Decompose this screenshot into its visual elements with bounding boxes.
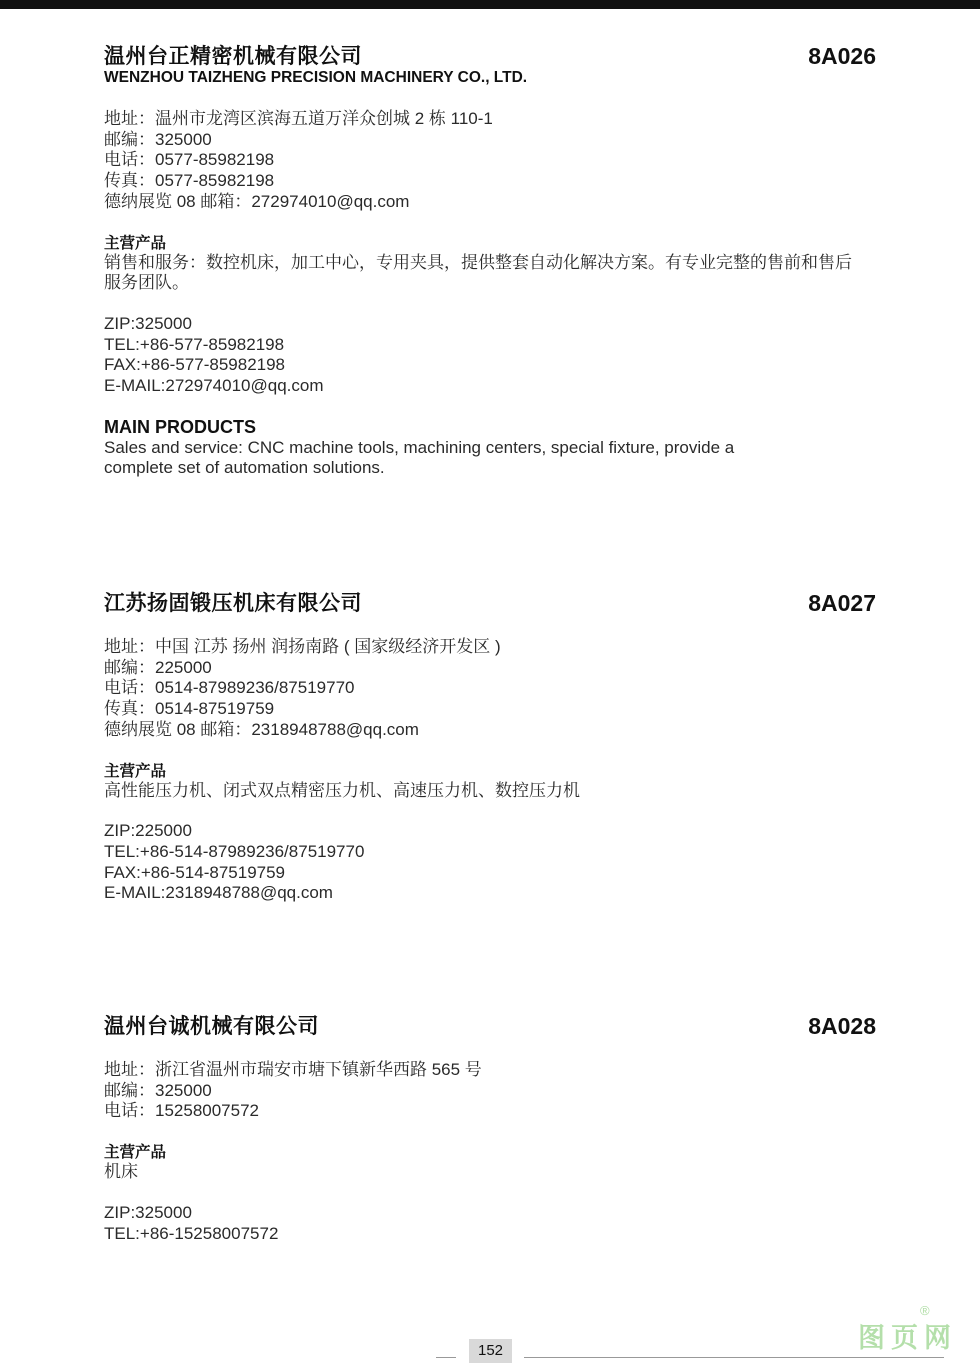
footer-rule-left — [436, 1357, 456, 1358]
zip-line-en: ZIP:325000 — [104, 313, 192, 333]
zip-line-en: ZIP:325000 — [104, 1202, 192, 1222]
entry-header — [104, 588, 876, 618]
address-line: 地址：中国 江苏 扬州 润扬南路 ( 国家级经济开发区 ) — [104, 637, 501, 656]
company-name-en: WENZHOU TAIZHENG PRECISION MACHINERY CO., LTD. — [104, 69, 528, 86]
address-line: 地址：浙江省温州市瑞安市塘下镇新华西路 565 号 — [104, 1060, 482, 1079]
company-name-cn: 江苏扬固锻压机床有限公司 — [104, 591, 362, 615]
fax-line: 传真：0514-87519759 — [104, 699, 275, 719]
products-cn-line: 销售和服务：数控机床，加工中心，专用夹具，提供整套自动化解决方案。有专业完整的售前和售后 — [104, 252, 852, 272]
fax-line-en: FAX:+86-577-85982198 — [104, 355, 286, 375]
email-line-en: E-MAIL:272974010@qq.com — [104, 376, 324, 396]
zip-line: 邮编：325000 — [104, 129, 212, 149]
contact-cn — [104, 109, 876, 213]
booth-number: 8A027 — [808, 590, 876, 616]
company-entry-8a026 — [104, 41, 876, 479]
tel-line-en: TEL:+86-577-85982198 — [104, 334, 285, 354]
page-footer — [0, 1337, 980, 1366]
contact-en — [104, 314, 876, 397]
products-cn-line: 高性能压力机、闭式双点精密压力机、高速压力机、数控压力机 — [104, 780, 580, 800]
products-cn — [104, 1162, 876, 1183]
email-line: 德纳展览 08 邮箱：272974010@qq.com — [104, 191, 410, 211]
contact-en — [104, 821, 876, 904]
company-name-cn: 温州台诚机械有限公司 — [104, 1014, 319, 1038]
company-entry-8a027 — [104, 588, 876, 904]
address-line: 地址：温州市龙湾区滨海五道万洋众创城 2 栋 110-1 — [104, 109, 493, 128]
contact-cn — [104, 1060, 876, 1122]
company-entry-8a028 — [104, 1011, 876, 1244]
zip-line-en: ZIP:225000 — [104, 821, 192, 841]
tel-line-en: TEL:+86-15258007572 — [104, 1223, 279, 1243]
watermark-registered-mark: ® — [920, 1303, 930, 1318]
entry-header — [104, 41, 876, 71]
products-title-cn: 主营产品 — [104, 1143, 167, 1162]
page-number: 152 — [469, 1339, 512, 1363]
products-en-line: complete set of automation solutions. — [104, 458, 385, 478]
zip-line: 邮编：225000 — [104, 657, 212, 677]
products-en-line: Sales and service: CNC machine tools, machining centers, special fixture, provide a — [104, 437, 735, 457]
products-cn — [104, 781, 876, 802]
booth-number: 8A026 — [808, 43, 876, 69]
booth-number: 8A028 — [808, 1013, 876, 1039]
fax-line-en: FAX:+86-514-87519759 — [104, 862, 286, 882]
top-rule — [0, 0, 980, 9]
products-title-en: MAIN PRODUCTS — [104, 416, 256, 437]
watermark-logo: 图页网 — [858, 1323, 957, 1354]
tel-line-en: TEL:+86-514-87989236/87519770 — [104, 841, 365, 861]
email-line: 德纳展览 08 邮箱：2318948788@qq.com — [104, 719, 419, 739]
phone-line: 电话：15258007572 — [104, 1101, 260, 1121]
fax-line: 传真：0577-85982198 — [104, 171, 275, 191]
phone-line: 电话：0577-85982198 — [104, 150, 275, 170]
contact-en — [104, 1203, 876, 1244]
products-cn — [104, 253, 876, 294]
company-name-cn: 温州台正精密机械有限公司 — [104, 44, 362, 68]
phone-line: 电话：0514-87989236/87519770 — [104, 678, 355, 698]
email-line-en: E-MAIL:2318948788@qq.com — [104, 883, 333, 903]
footer-rule-right — [524, 1357, 944, 1358]
contact-cn — [104, 637, 876, 741]
entry-header — [104, 1011, 876, 1041]
products-title-cn: 主营产品 — [104, 233, 167, 252]
zip-line: 邮编：325000 — [104, 1080, 212, 1100]
products-cn-line: 服务团队。 — [104, 273, 189, 293]
products-title-cn: 主营产品 — [104, 761, 167, 780]
products-cn-line: 机床 — [104, 1162, 138, 1182]
products-en — [104, 438, 876, 479]
